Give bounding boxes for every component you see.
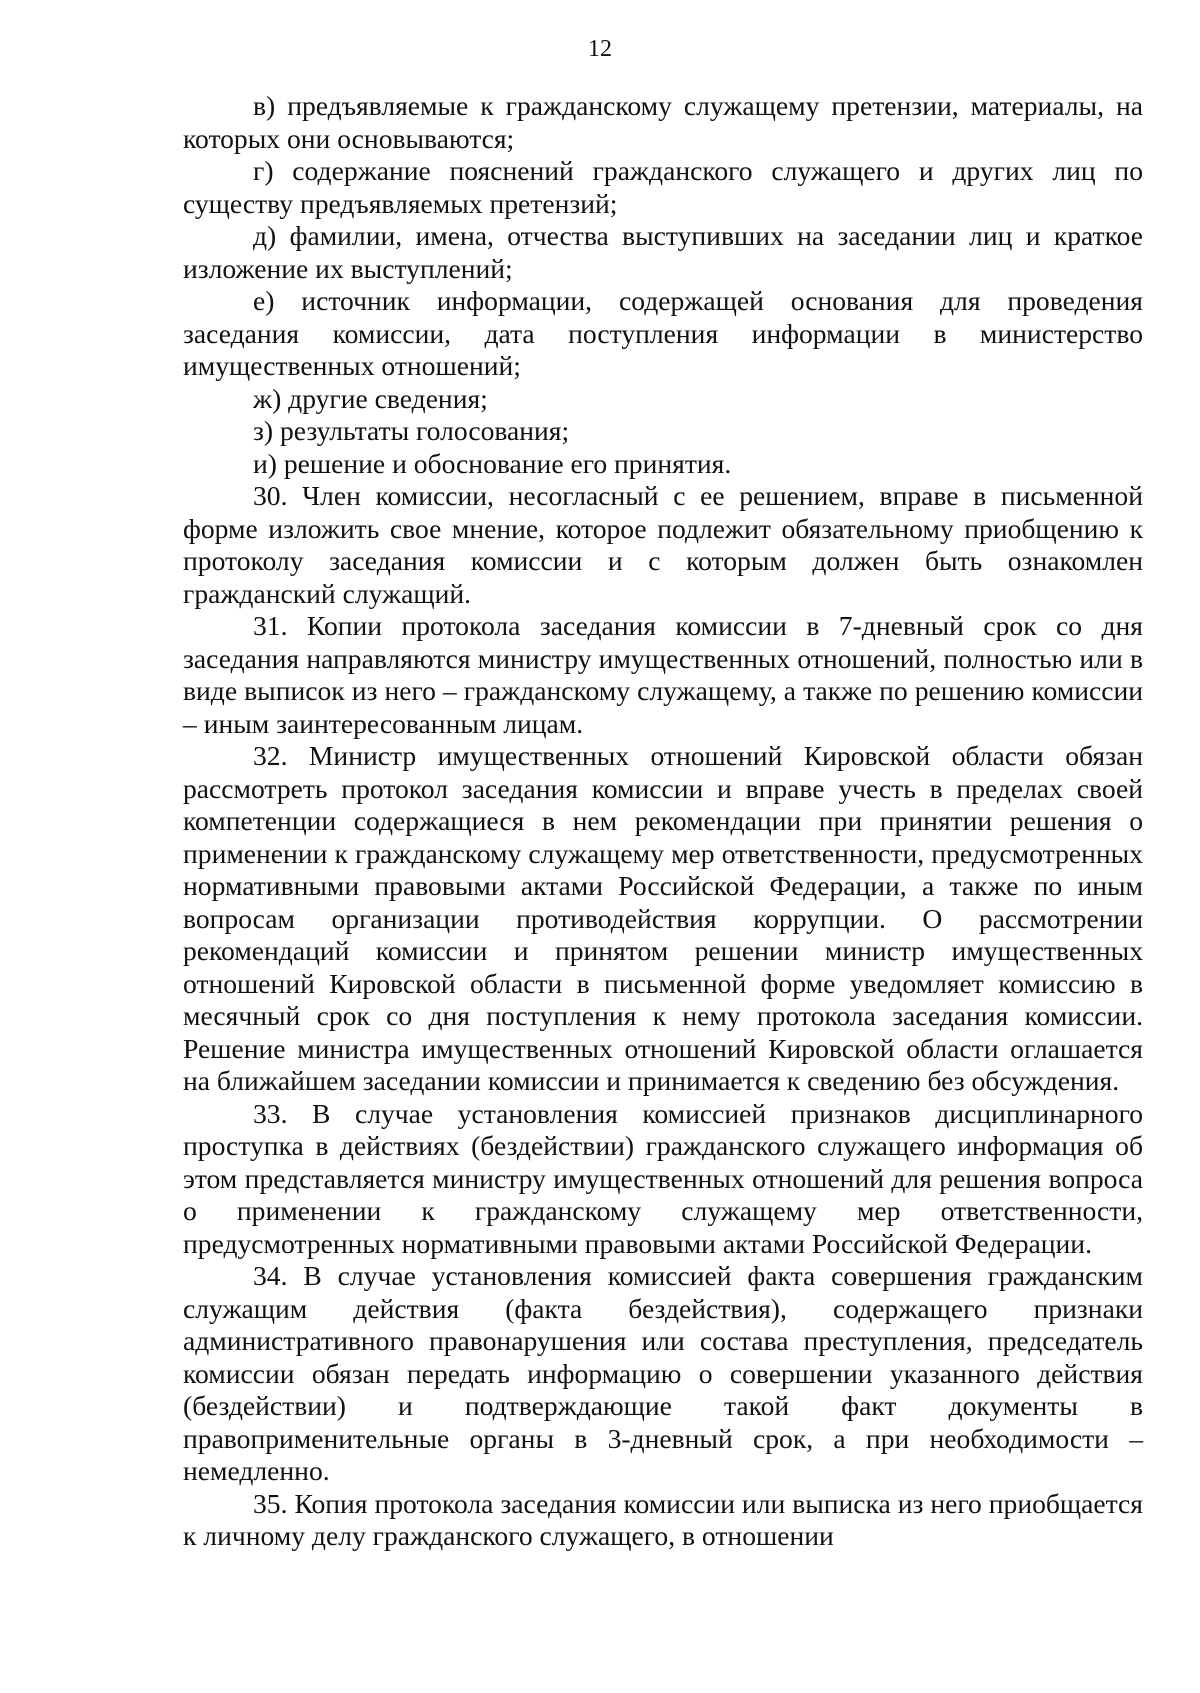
paragraph-z: з) результаты голосования;: [253, 415, 570, 446]
paragraph-35: 35. Копия протокола заседания комиссии или выписка из него приобщается к личному делу гражданского служащего, в отношении: [183, 1487, 1143, 1551]
paragraph-d: д) фамилии, имена, отчества выступивших на заседании лиц и краткое изложение их выступлений;: [183, 220, 1143, 284]
page-number: 12: [588, 36, 612, 62]
paragraph-32: 32. Министр имущественных отношений Кировской области обязан рассмотреть протокол заседания комиссии и вправе учесть в пределах своей компетенции содержащиеся в нем рекомендации при принятии решения о применении к гражданскому служащему мер ответственности, предусмотренных нормативными правовыми актами Российской Федерации, а также по иным вопросам организации противодействия коррупции. О рассмотрении рекомендаций комиссии и принятом решении министр имущественных отношений Кировской области в письменной форме уведомляет комиссию в месячный срок со дня поступления к нему протокола заседания комиссии. Решение министра имущественных отношений Кировской области оглашается на ближайшем заседании комиссии и принимается к сведению без обсуждения.: [183, 740, 1143, 1096]
paragraph-33: 33. В случае установления комиссией признаков дисциплинарного проступка в действиях (бездействии) гражданского служащего информация об этом представляется министру имущественных отношений для решения вопроса о применении к гражданскому служащему мер ответственности, предусмотренных нормативными правовыми актами Российской Федерации.: [183, 1097, 1143, 1259]
paragraph-zh: ж) другие сведения;: [253, 382, 488, 414]
document-body: [183, 90, 1143, 1553]
paragraph-30: 30. Член комиссии, несогласный с ее решением, вправе в письменной форме изложить свое мнение, которое подлежит обязательному приобщению к протоколу заседания комиссии и с которым должен быть ознакомлен гражданский служащий.: [183, 480, 1143, 609]
paragraph-v: в) предъявляемые к гражданскому служащему претензии, материалы, на которых они основываются;: [183, 90, 1143, 154]
paragraph-31: 31. Копии протокола заседания комиссии в 7-дневный срок со дня заседания направляются министру имущественных отношений, полностью или в виде выписок из него – гражданскому служащему, а также по решению комиссии – иным заинтересованным лицам.: [183, 610, 1143, 739]
paragraph-i: и) решение и обоснование его принятия.: [253, 447, 732, 479]
paragraph-g: г) содержание пояснений гражданского служащего и других лиц по существу предъявляемых претензий;: [183, 155, 1143, 219]
paragraph-34: 34. В случае установления комиссией факта совершения гражданским служащим действия (факта бездействия), содержащего признаки административного правонарушения или состава преступления, председатель комиссии обязан передать информацию о совершении указанного действия (бездействии) и подтверждающие такой факт документы в правоприменительные органы в 3-дневный срок, а при необходимости – немедленно.: [183, 1260, 1143, 1486]
paragraph-e: е) источник информации, содержащей основания для проведения заседания комиссии, дата поступления информации в министерство имущественных отношений;: [183, 285, 1143, 381]
